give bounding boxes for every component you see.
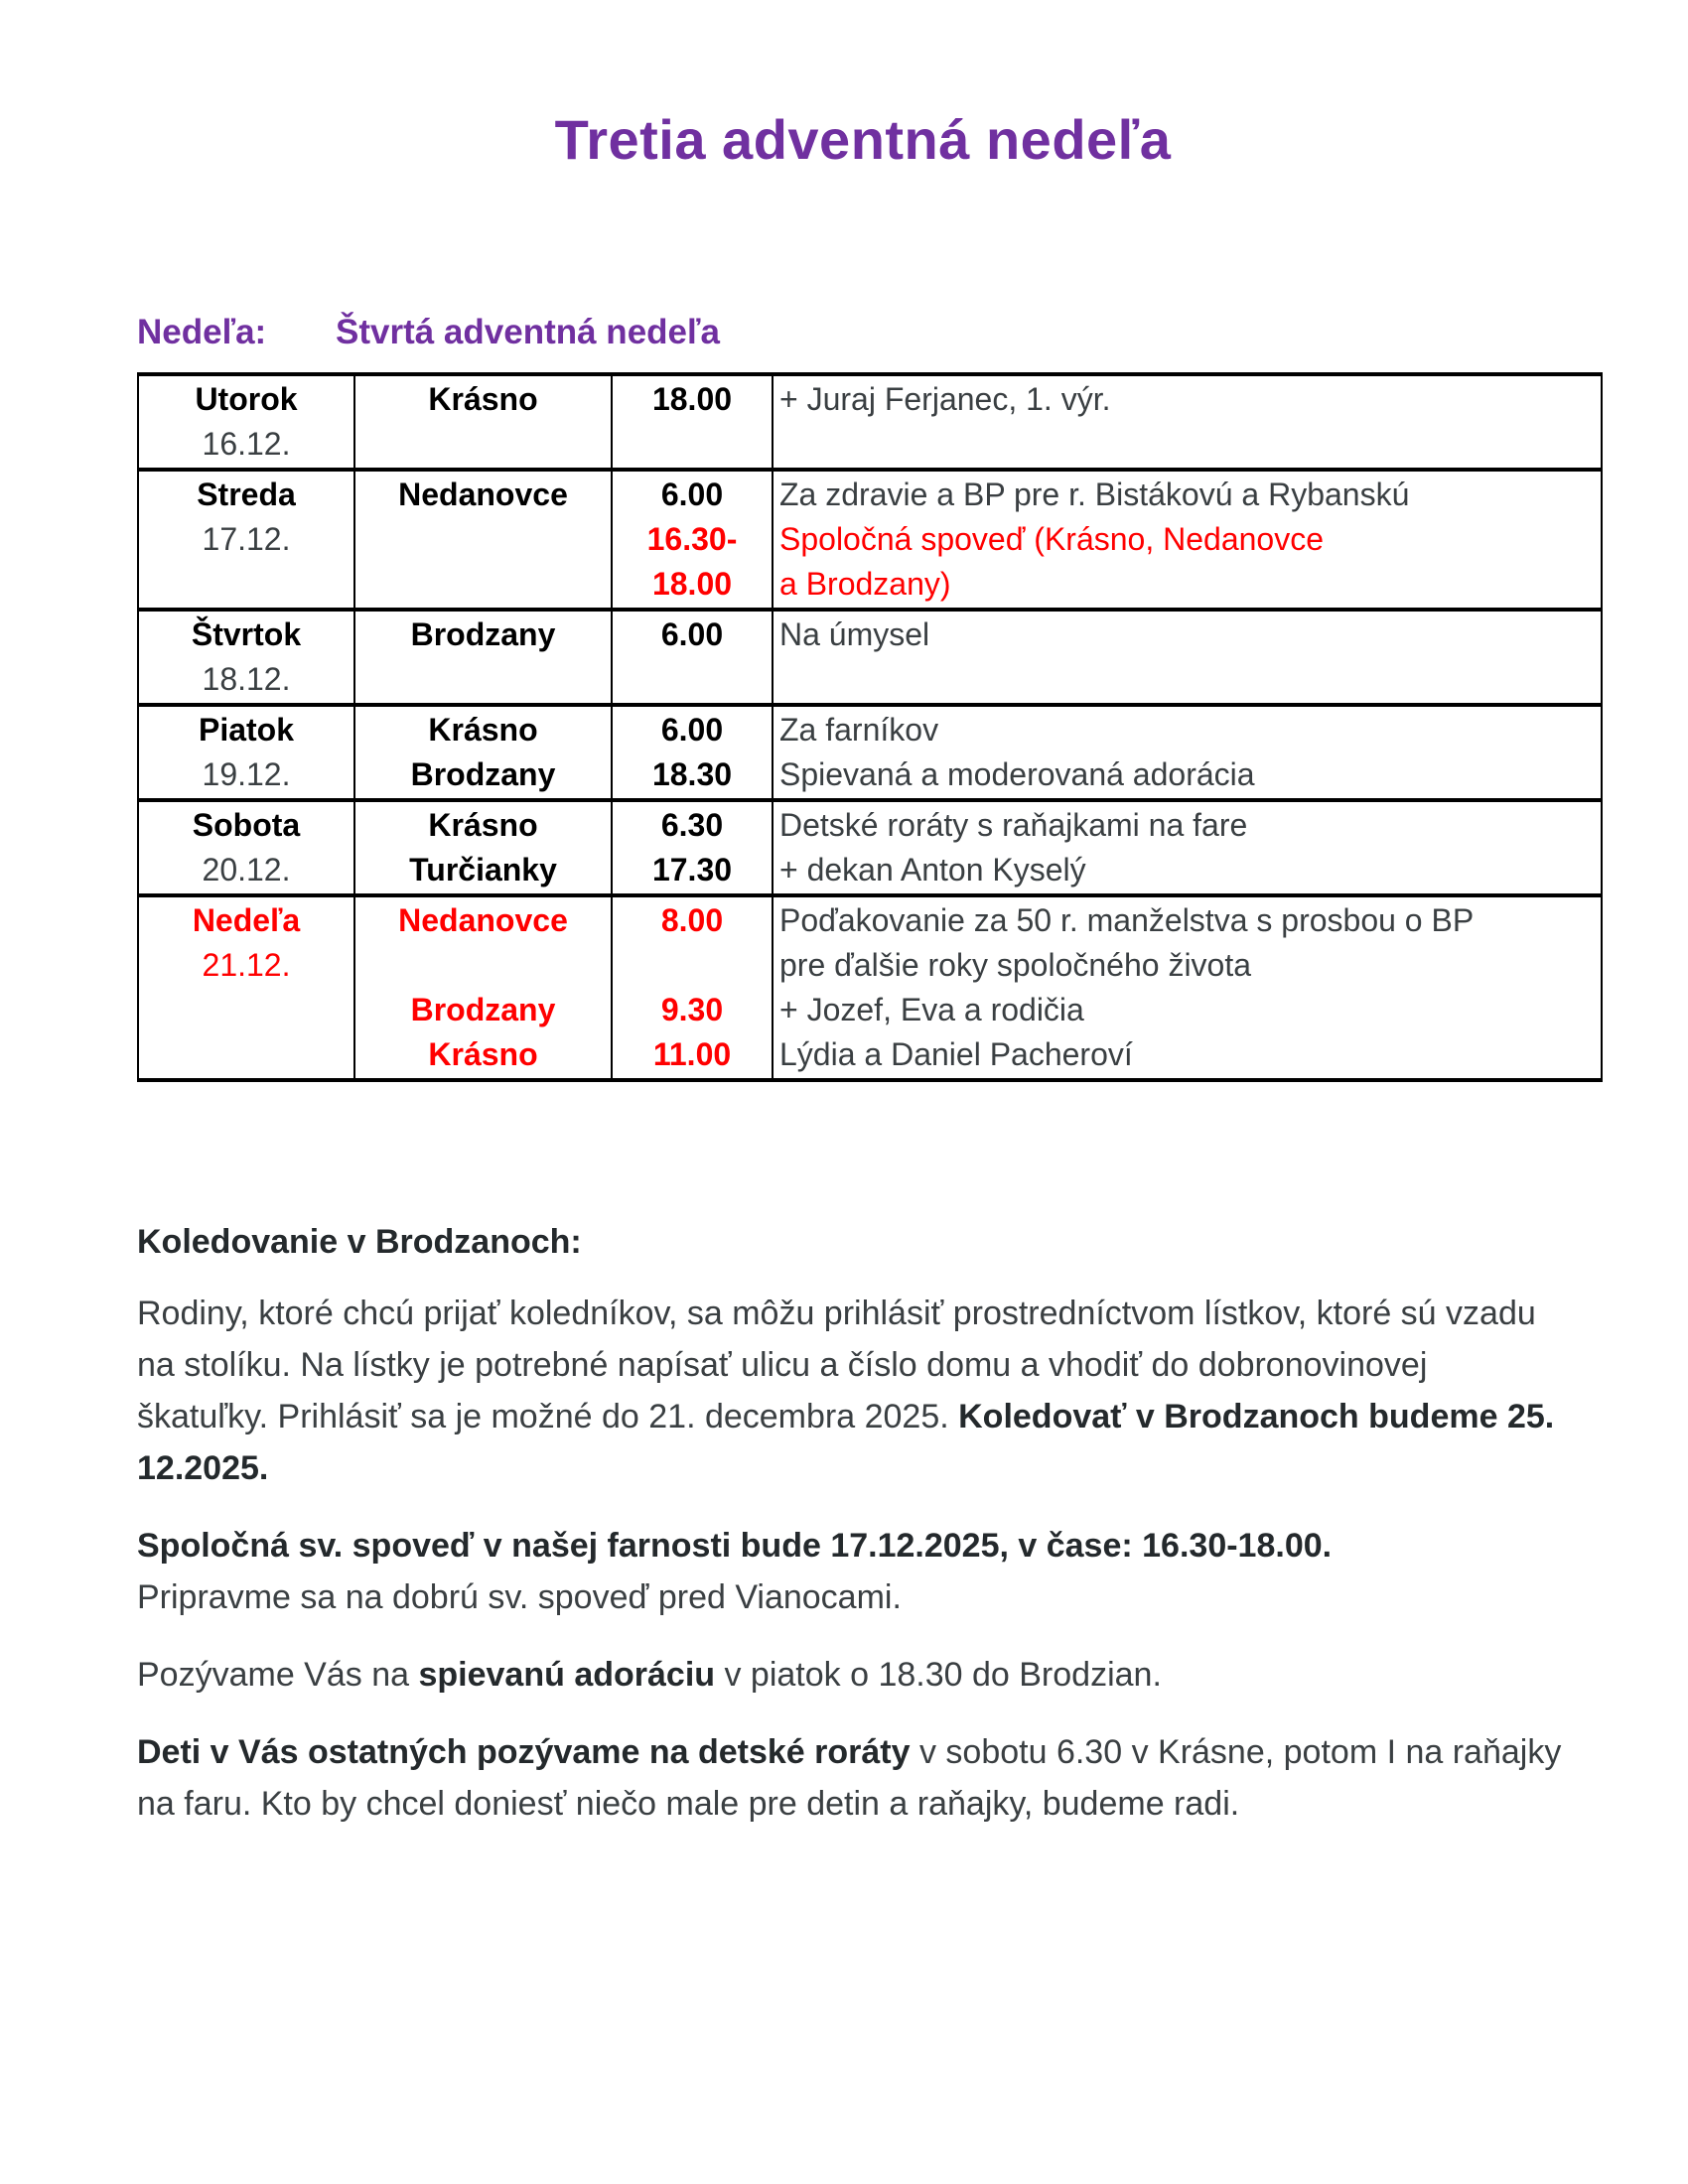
intention-line: + Juraj Ferjanec, 1. výr. [779, 381, 1111, 417]
day-cell [138, 374, 354, 470]
intention-line: + Jozef, Eva a rodičia [779, 992, 1084, 1027]
schedule-table-body [138, 374, 1602, 1080]
time-cell [612, 895, 773, 1080]
adoracia-bold-text: spievanú adoráciu [418, 1656, 716, 1694]
intention-cell [773, 800, 1602, 895]
day-name: Sobota [192, 807, 301, 843]
place-line: Brodzany [410, 756, 556, 792]
time-line: 8.00 [660, 902, 724, 938]
place-line: Krásno [428, 712, 538, 748]
time-line: 18.30 [651, 756, 733, 792]
time-line: 6.00 [660, 712, 724, 748]
subtitle-text: Štvrtá adventná nedeľa [336, 313, 720, 351]
place-line: Krásno [428, 1036, 538, 1072]
time-line: 6.00 [660, 616, 724, 652]
table-row [138, 895, 1602, 1080]
time-cell [612, 470, 773, 610]
day-date: 16.12. [202, 426, 291, 462]
time-line: 17.30 [651, 852, 733, 887]
subtitle-label: Nedeľa: [137, 313, 267, 351]
time-line: 16.30- [646, 521, 738, 557]
time-cell [612, 800, 773, 895]
adoracia-pre-text: Pozývame Vás na [137, 1656, 419, 1694]
intention-line: Za farníkov [779, 712, 939, 748]
day-date: 21.12. [202, 947, 291, 983]
adoracia-paragraph [137, 1649, 1567, 1701]
time-line: 6.30 [660, 807, 724, 843]
roraty-text: v sobotu 6.30 v Krásne, potom I na raňajky na faru. Kto by chcel doniesť niečo male pre detin a raňajky, budeme radi. [137, 1733, 1562, 1823]
intention-cell [773, 610, 1602, 705]
place-line: Turčianky [409, 852, 557, 887]
intention-line: Spoločná spoveď (Krásno, Nedanovce [779, 521, 1324, 557]
roraty-paragraph [137, 1726, 1567, 1830]
intention-line: + dekan Anton Kyselý [779, 852, 1086, 887]
schedule-table [137, 372, 1603, 1082]
day-cell [138, 895, 354, 1080]
time-line: 11.00 [652, 1036, 732, 1072]
time-line: 18.00 [651, 566, 733, 602]
place-line: Krásno [428, 381, 538, 417]
time-line: 6.00 [660, 477, 724, 512]
place-line [361, 943, 605, 988]
table-row [138, 374, 1602, 470]
table-row [138, 705, 1602, 800]
intention-line: Lýdia a Daniel Pacheroví [779, 1036, 1133, 1072]
day-date: 19.12. [202, 756, 291, 792]
time-line: 18.00 [651, 381, 733, 417]
place-line: Brodzany [410, 992, 556, 1027]
day-cell [138, 610, 354, 705]
day-date: 17.12. [202, 521, 291, 557]
place-line: Nedanovce [398, 902, 568, 938]
time-cell [612, 705, 773, 800]
koledovanie-text: Rodiny, ktoré chcú prijať koledníkov, sa môžu prihlásiť prostredníctvom lístkov, ktoré sú vzadu na stolíku. Na lístky je potrebné napísať ulicu a číslo domu a vhodiť do dobronovinovej škatuľky. Prihlásiť sa je možné do 21. decembra 2025. [137, 1295, 1536, 1435]
day-name: Štvrtok [191, 616, 302, 652]
day-name: Streda [197, 477, 296, 512]
intention-line: Za zdravie a BP pre r. Bistákovú a Rybanskú [779, 477, 1410, 512]
announcements [137, 1223, 1589, 1830]
intention-cell [773, 705, 1602, 800]
intention-line: pre ďalšie roky spoločného života [779, 947, 1252, 983]
place-line: Krásno [428, 807, 538, 843]
table-row [138, 610, 1602, 705]
intention-cell [773, 374, 1602, 470]
day-name: Utorok [195, 381, 298, 417]
subtitle [137, 313, 1589, 352]
place-line: Brodzany [410, 616, 556, 652]
day-cell [138, 470, 354, 610]
intention-line: Spievaná a moderovaná adorácia [779, 756, 1255, 792]
intention-cell [773, 895, 1602, 1080]
day-name: Piatok [198, 712, 295, 748]
day-cell [138, 800, 354, 895]
intention-line: Detské roráty s raňajkami na fare [779, 807, 1248, 843]
intention-cell [773, 470, 1602, 610]
place-cell [354, 800, 612, 895]
spoved-bold-text: Spoločná sv. spoveď v našej farnosti bude 17.12.2025, v čase: 16.30-18.00. [137, 1527, 1333, 1565]
intention-line: Na úmysel [779, 616, 930, 652]
day-date: 18.12. [202, 661, 291, 697]
place-cell [354, 610, 612, 705]
place-cell [354, 705, 612, 800]
time-cell [612, 610, 773, 705]
day-cell [138, 705, 354, 800]
page-title: Tretia adventná nedeľa [554, 108, 1172, 171]
time-line: 9.30 [660, 992, 724, 1027]
spoved-text: Pripravme sa na dobrú sv. spoveď pred Vianocami. [137, 1578, 902, 1616]
day-name: Nedeľa [192, 902, 301, 938]
day-date: 20.12. [202, 852, 291, 887]
roraty-bold-text: Deti v Vás ostatných pozývame na detské roráty [137, 1733, 911, 1771]
adoracia-post-text: v piatok o 18.30 do Brodzian. [715, 1656, 1162, 1694]
time-line [619, 943, 766, 988]
place-cell [354, 374, 612, 470]
table-row [138, 800, 1602, 895]
place-line: Nedanovce [398, 477, 568, 512]
koledovanie-heading: Koledovanie v Brodzanoch: [137, 1223, 582, 1261]
intention-line: a Brodzany) [779, 566, 951, 602]
spoved-paragraph [137, 1520, 1567, 1623]
koledovanie-paragraph [137, 1288, 1567, 1494]
time-cell [612, 374, 773, 470]
place-cell [354, 470, 612, 610]
koledovanie-bold-text: Koledovať v Brodzanoch budeme 25. 12.2025. [137, 1398, 1555, 1487]
place-cell [354, 895, 612, 1080]
intention-line: Poďakovanie za 50 r. manželstva s prosbou o BP [779, 902, 1475, 938]
table-row [138, 470, 1602, 610]
